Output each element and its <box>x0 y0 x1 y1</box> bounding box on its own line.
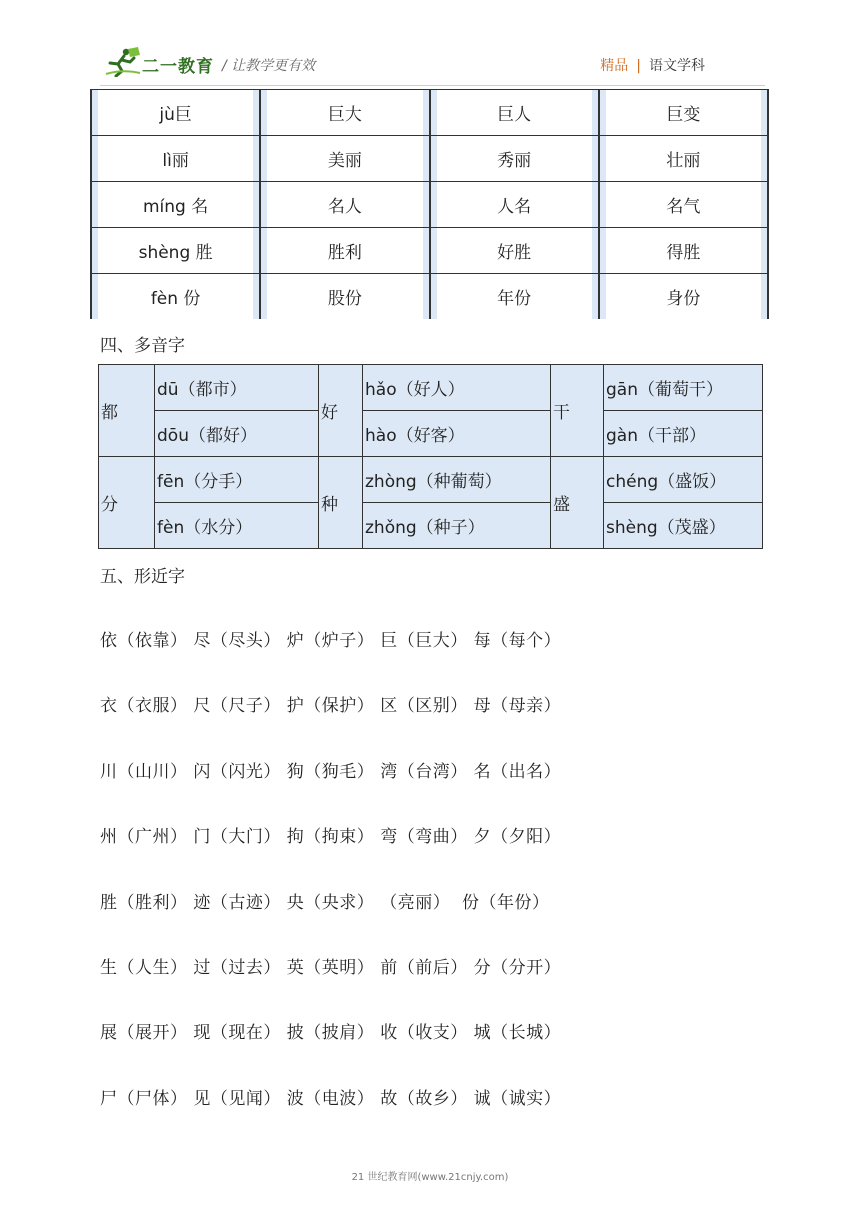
vocab-cell: 名气 <box>599 182 768 228</box>
vocab-cell: 胜利 <box>260 228 429 274</box>
polyphone-reading: fēn（分手） <box>155 457 319 503</box>
quality-tag: 精品 <box>600 58 629 74</box>
vocab-cell: 身份 <box>599 274 768 320</box>
vocab-cell: 壮丽 <box>599 136 768 182</box>
vocabulary-table <box>90 89 769 319</box>
polyphone-char: 干 <box>551 365 604 457</box>
vocab-cell: 好胜 <box>430 228 599 274</box>
logo-text: 二一教育 <box>142 57 214 77</box>
similar-char-line: 生（人生） 过（过去） 英（英明） 前（前后） 分（分开） <box>100 958 562 978</box>
subject-label: 语文学科 <box>649 58 705 74</box>
polyphone-row <box>99 365 763 411</box>
polyphone-char: 分 <box>99 457 155 549</box>
polyphone-row <box>99 503 763 549</box>
polyphone-reading: chéng（盛饭） <box>604 457 763 503</box>
vocab-cell: 得胜 <box>599 228 768 274</box>
header-separator: | <box>636 58 641 74</box>
similar-char-line: 尸（尸体） 见（见闻） 波（电波） 故（故乡） 诚（诚实） <box>100 1088 562 1109</box>
slogan: / 让教学更有效 <box>222 58 316 74</box>
vocab-cell: 股份 <box>260 274 429 320</box>
vocab-cell: 巨大 <box>260 90 429 136</box>
similar-char-line: 展（展开） 现（现在） 披（披肩） 收（收支） 城（长城） <box>100 1023 562 1044</box>
vocab-cell: fèn 份 <box>91 274 260 320</box>
polyphone-reading: dōu（都好） <box>155 411 319 457</box>
similar-char-line: 依（依靠） 尽（尽头） 炉（炉子） 巨（巨大） 每（每个） <box>100 631 562 651</box>
polyphone-char: 好 <box>319 365 363 457</box>
polyphone-table <box>98 364 763 549</box>
polyphone-reading: fèn（水分） <box>155 503 319 549</box>
polyphone-reading: hǎo（好人） <box>363 365 551 411</box>
vocab-cell: 美丽 <box>260 136 429 182</box>
polyphone-row <box>99 411 763 457</box>
similar-char-line: 川（山川） 闪（闪光） 狗（狗毛） 湾（台湾） 名（出名） <box>100 761 562 782</box>
section-5-title: 五、形近字 <box>100 567 185 587</box>
vocab-cell: lì丽 <box>91 136 260 182</box>
vocab-row <box>91 182 768 228</box>
section-4-title: 四、多音字 <box>100 336 185 356</box>
polyphone-reading: zhǒng（种子） <box>363 503 551 549</box>
page-footer: 21 世纪教育网(www.21cnjy.com) <box>351 1172 509 1183</box>
header-divider <box>100 85 765 86</box>
vocab-cell: shèng 胜 <box>91 228 260 274</box>
vocab-cell: míng 名 <box>91 182 260 228</box>
runner-logo-icon <box>104 47 142 77</box>
vocab-cell: 人名 <box>430 182 599 228</box>
vocab-row <box>91 274 768 320</box>
vocab-cell: jù巨 <box>91 90 260 136</box>
vocab-row <box>91 90 768 136</box>
vocab-cell: 名人 <box>260 182 429 228</box>
polyphone-char: 种 <box>319 457 363 549</box>
similar-char-line: 衣（衣服） 尺（尺子） 护（保护） 区（区别） 母（母亲） <box>100 696 562 717</box>
vocab-row <box>91 228 768 274</box>
similar-char-line: 胜（胜利） 迹（古迹） 央（央求） （亮丽） 份（年份） <box>100 892 550 913</box>
header-subject-label <box>600 55 705 75</box>
polyphone-reading: zhòng（种葡萄） <box>363 457 551 503</box>
polyphone-reading: gàn（干部） <box>604 411 763 457</box>
polyphone-reading: shèng（茂盛） <box>604 503 763 549</box>
page-header <box>0 0 860 90</box>
vocab-cell: 巨变 <box>599 90 768 136</box>
similar-char-line: 州（广州） 门（大门） 拘（拘束） 弯（弯曲） 夕（夕阳） <box>100 827 562 848</box>
polyphone-reading: gān（葡萄干） <box>604 365 763 411</box>
vocab-cell: 巨人 <box>430 90 599 136</box>
vocab-cell: 年份 <box>430 274 599 320</box>
polyphone-reading: dū（都市） <box>155 365 319 411</box>
polyphone-char: 都 <box>99 365 155 457</box>
vocab-row <box>91 136 768 182</box>
polyphone-char: 盛 <box>551 457 604 549</box>
polyphone-row <box>99 457 763 503</box>
vocab-cell: 秀丽 <box>430 136 599 182</box>
polyphone-reading: hào（好客） <box>363 411 551 457</box>
